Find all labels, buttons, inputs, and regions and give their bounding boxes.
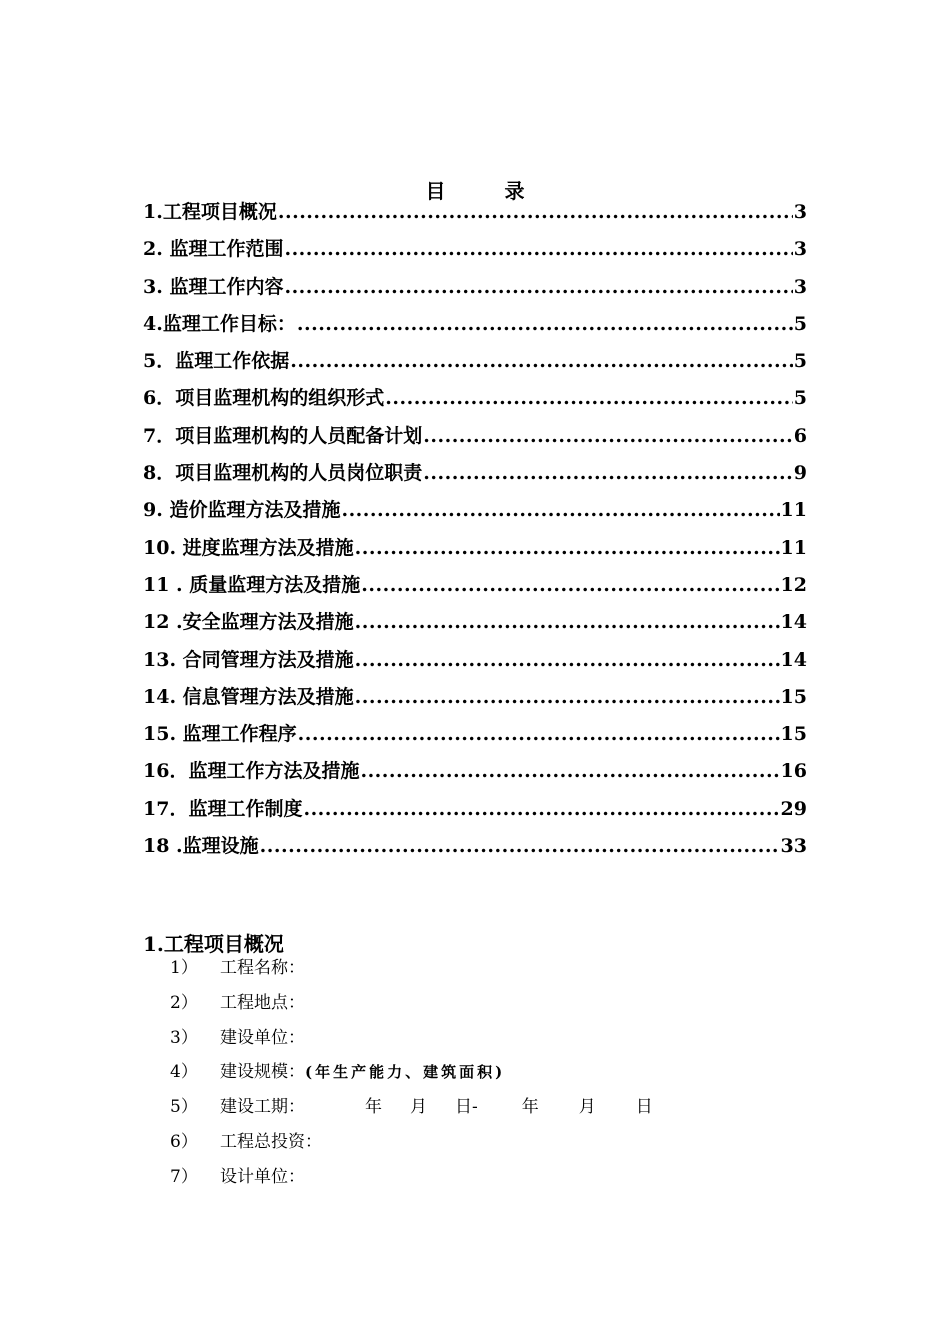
toc-leader-dots: [284, 231, 792, 268]
project-info-list: [170, 953, 810, 1197]
toc-entry[interactable]: [143, 642, 807, 679]
toc-entry-label: 18 .监理设施: [143, 835, 259, 858]
item-label: 工程地点：: [220, 992, 305, 1013]
toc-entry-label: 17．监理工作制度: [143, 797, 303, 820]
toc-title: 目 录: [425, 179, 551, 203]
item-number: 3）: [170, 1027, 198, 1048]
toc-entry-page: 5: [793, 350, 807, 373]
toc-entry-label: 3. 监理工作内容: [143, 275, 284, 298]
item-number: 4）: [170, 1062, 198, 1083]
toc-entry[interactable]: [143, 791, 807, 828]
toc-entry[interactable]: [143, 679, 807, 716]
list-item: [170, 988, 810, 1023]
item-label: 工程名称：: [220, 958, 305, 978]
toc-entry-label: 7．项目监理机构的人员配备计划: [143, 424, 423, 447]
toc-entry-page: 3: [793, 201, 807, 223]
toc-entry-page: 3: [793, 238, 807, 261]
item-label: 设计单位：: [220, 1166, 305, 1187]
toc-entry-label: 16．监理工作方法及措施: [143, 760, 360, 783]
item-number: 7）: [170, 1166, 198, 1187]
list-item: [170, 1023, 810, 1058]
toc-leader-dots: [360, 753, 779, 790]
toc-leader-dots: [298, 716, 780, 753]
list-item: [170, 1057, 810, 1092]
toc-entry[interactable]: [143, 418, 807, 455]
item-number: 6）: [170, 1131, 198, 1152]
toc-entry[interactable]: [143, 380, 807, 417]
toc-leader-dots: [355, 530, 780, 567]
toc-entry-page: 11: [780, 499, 807, 522]
date-year-end: 年: [521, 1097, 539, 1118]
scale-note: (年生产能力、建筑面积): [305, 1063, 506, 1082]
toc-entry-label: 4.监理工作目标：: [143, 312, 296, 335]
toc-leader-dots: [284, 269, 792, 306]
item-label: 建设规模：: [220, 1062, 305, 1083]
date-year-start: 年: [365, 1097, 382, 1118]
list-item: [170, 1162, 810, 1197]
toc-entry[interactable]: [143, 455, 807, 492]
item-label: 工程总投资：: [220, 1131, 322, 1152]
toc-entry-page: 15: [780, 723, 807, 746]
toc-entry[interactable]: [143, 604, 807, 641]
list-item: [170, 953, 810, 988]
toc-entry-label: 11 . 质量监理方法及措施: [143, 573, 361, 596]
item-number: 2）: [170, 992, 198, 1013]
toc-entry-label: 10. 进度监理方法及措施: [143, 536, 354, 559]
table-of-contents: [143, 194, 807, 865]
toc-entry-page: 14: [780, 648, 807, 671]
toc-entry-label: 2. 监理工作范围: [143, 238, 284, 261]
date-day-end: 日: [635, 1097, 653, 1118]
toc-entry-label: 5．监理工作依据: [143, 350, 290, 373]
item-label: 建设工期：: [220, 1097, 305, 1118]
toc-leader-dots: [290, 343, 793, 380]
item-number: 5）: [170, 1097, 198, 1118]
toc-leader-dots: [341, 492, 779, 529]
item-label: 建设单位：: [220, 1027, 305, 1048]
toc-leader-dots: [355, 604, 780, 641]
toc-entry[interactable]: [143, 194, 807, 231]
toc-entry[interactable]: [143, 343, 807, 380]
toc-entry-label: 9. 造价监理方法及措施: [143, 499, 341, 522]
list-item: [170, 1127, 810, 1162]
toc-entry-page: 6: [793, 424, 807, 447]
toc-entry-label: 14. 信息管理方法及措施: [143, 685, 354, 708]
toc-entry[interactable]: [143, 306, 807, 343]
toc-entry-page: 15: [780, 685, 807, 708]
toc-entry-page: 14: [780, 611, 807, 634]
toc-entry[interactable]: [143, 567, 807, 604]
toc-entry-label: 6．项目监理机构的组织形式: [143, 387, 385, 410]
toc-leader-dots: [361, 567, 779, 604]
toc-entry-label: 13. 合同管理方法及措施: [143, 648, 354, 671]
toc-leader-dots: [355, 642, 780, 679]
toc-entry-page: 5: [793, 387, 807, 410]
toc-entry[interactable]: [143, 753, 807, 790]
toc-entry-label: 8．项目监理机构的人员岗位职责: [143, 462, 423, 485]
toc-entry-page: 16: [780, 760, 807, 783]
toc-leader-dots: [355, 679, 780, 716]
toc-entry-page: 29: [780, 797, 807, 820]
section-heading: 1.工程项目概况: [143, 932, 284, 956]
toc-entry-label: 1.工程项目概况: [143, 201, 277, 223]
list-item: [170, 1092, 810, 1127]
toc-entry-label: 12 .安全监理方法及措施: [143, 611, 354, 634]
item-number: 1）: [170, 958, 198, 978]
toc-entry-page: 3: [793, 275, 807, 298]
toc-entry[interactable]: [143, 231, 807, 268]
date-day-start: 日-: [455, 1097, 478, 1118]
toc-entry[interactable]: [143, 828, 807, 865]
toc-entry-page: 5: [793, 312, 807, 335]
toc-entry-page: 12: [780, 573, 807, 596]
toc-entry[interactable]: [143, 530, 807, 567]
toc-entry-page: 33: [780, 835, 807, 858]
toc-entry-page: 11: [780, 536, 807, 559]
date-month-end: 月: [578, 1097, 596, 1118]
toc-leader-dots: [260, 828, 780, 865]
toc-entry-page: 9: [793, 462, 807, 485]
toc-leader-dots: [423, 418, 793, 455]
toc-leader-dots: [278, 194, 793, 231]
toc-leader-dots: [385, 380, 793, 417]
toc-entry[interactable]: [143, 492, 807, 529]
date-month-start: 月: [410, 1097, 427, 1118]
toc-entry[interactable]: [143, 716, 807, 753]
toc-leader-dots: [297, 306, 793, 343]
toc-entry-label: 15. 监理工作程序: [143, 723, 297, 746]
toc-leader-dots: [423, 455, 793, 492]
toc-leader-dots: [303, 791, 779, 828]
toc-entry[interactable]: [143, 269, 807, 306]
